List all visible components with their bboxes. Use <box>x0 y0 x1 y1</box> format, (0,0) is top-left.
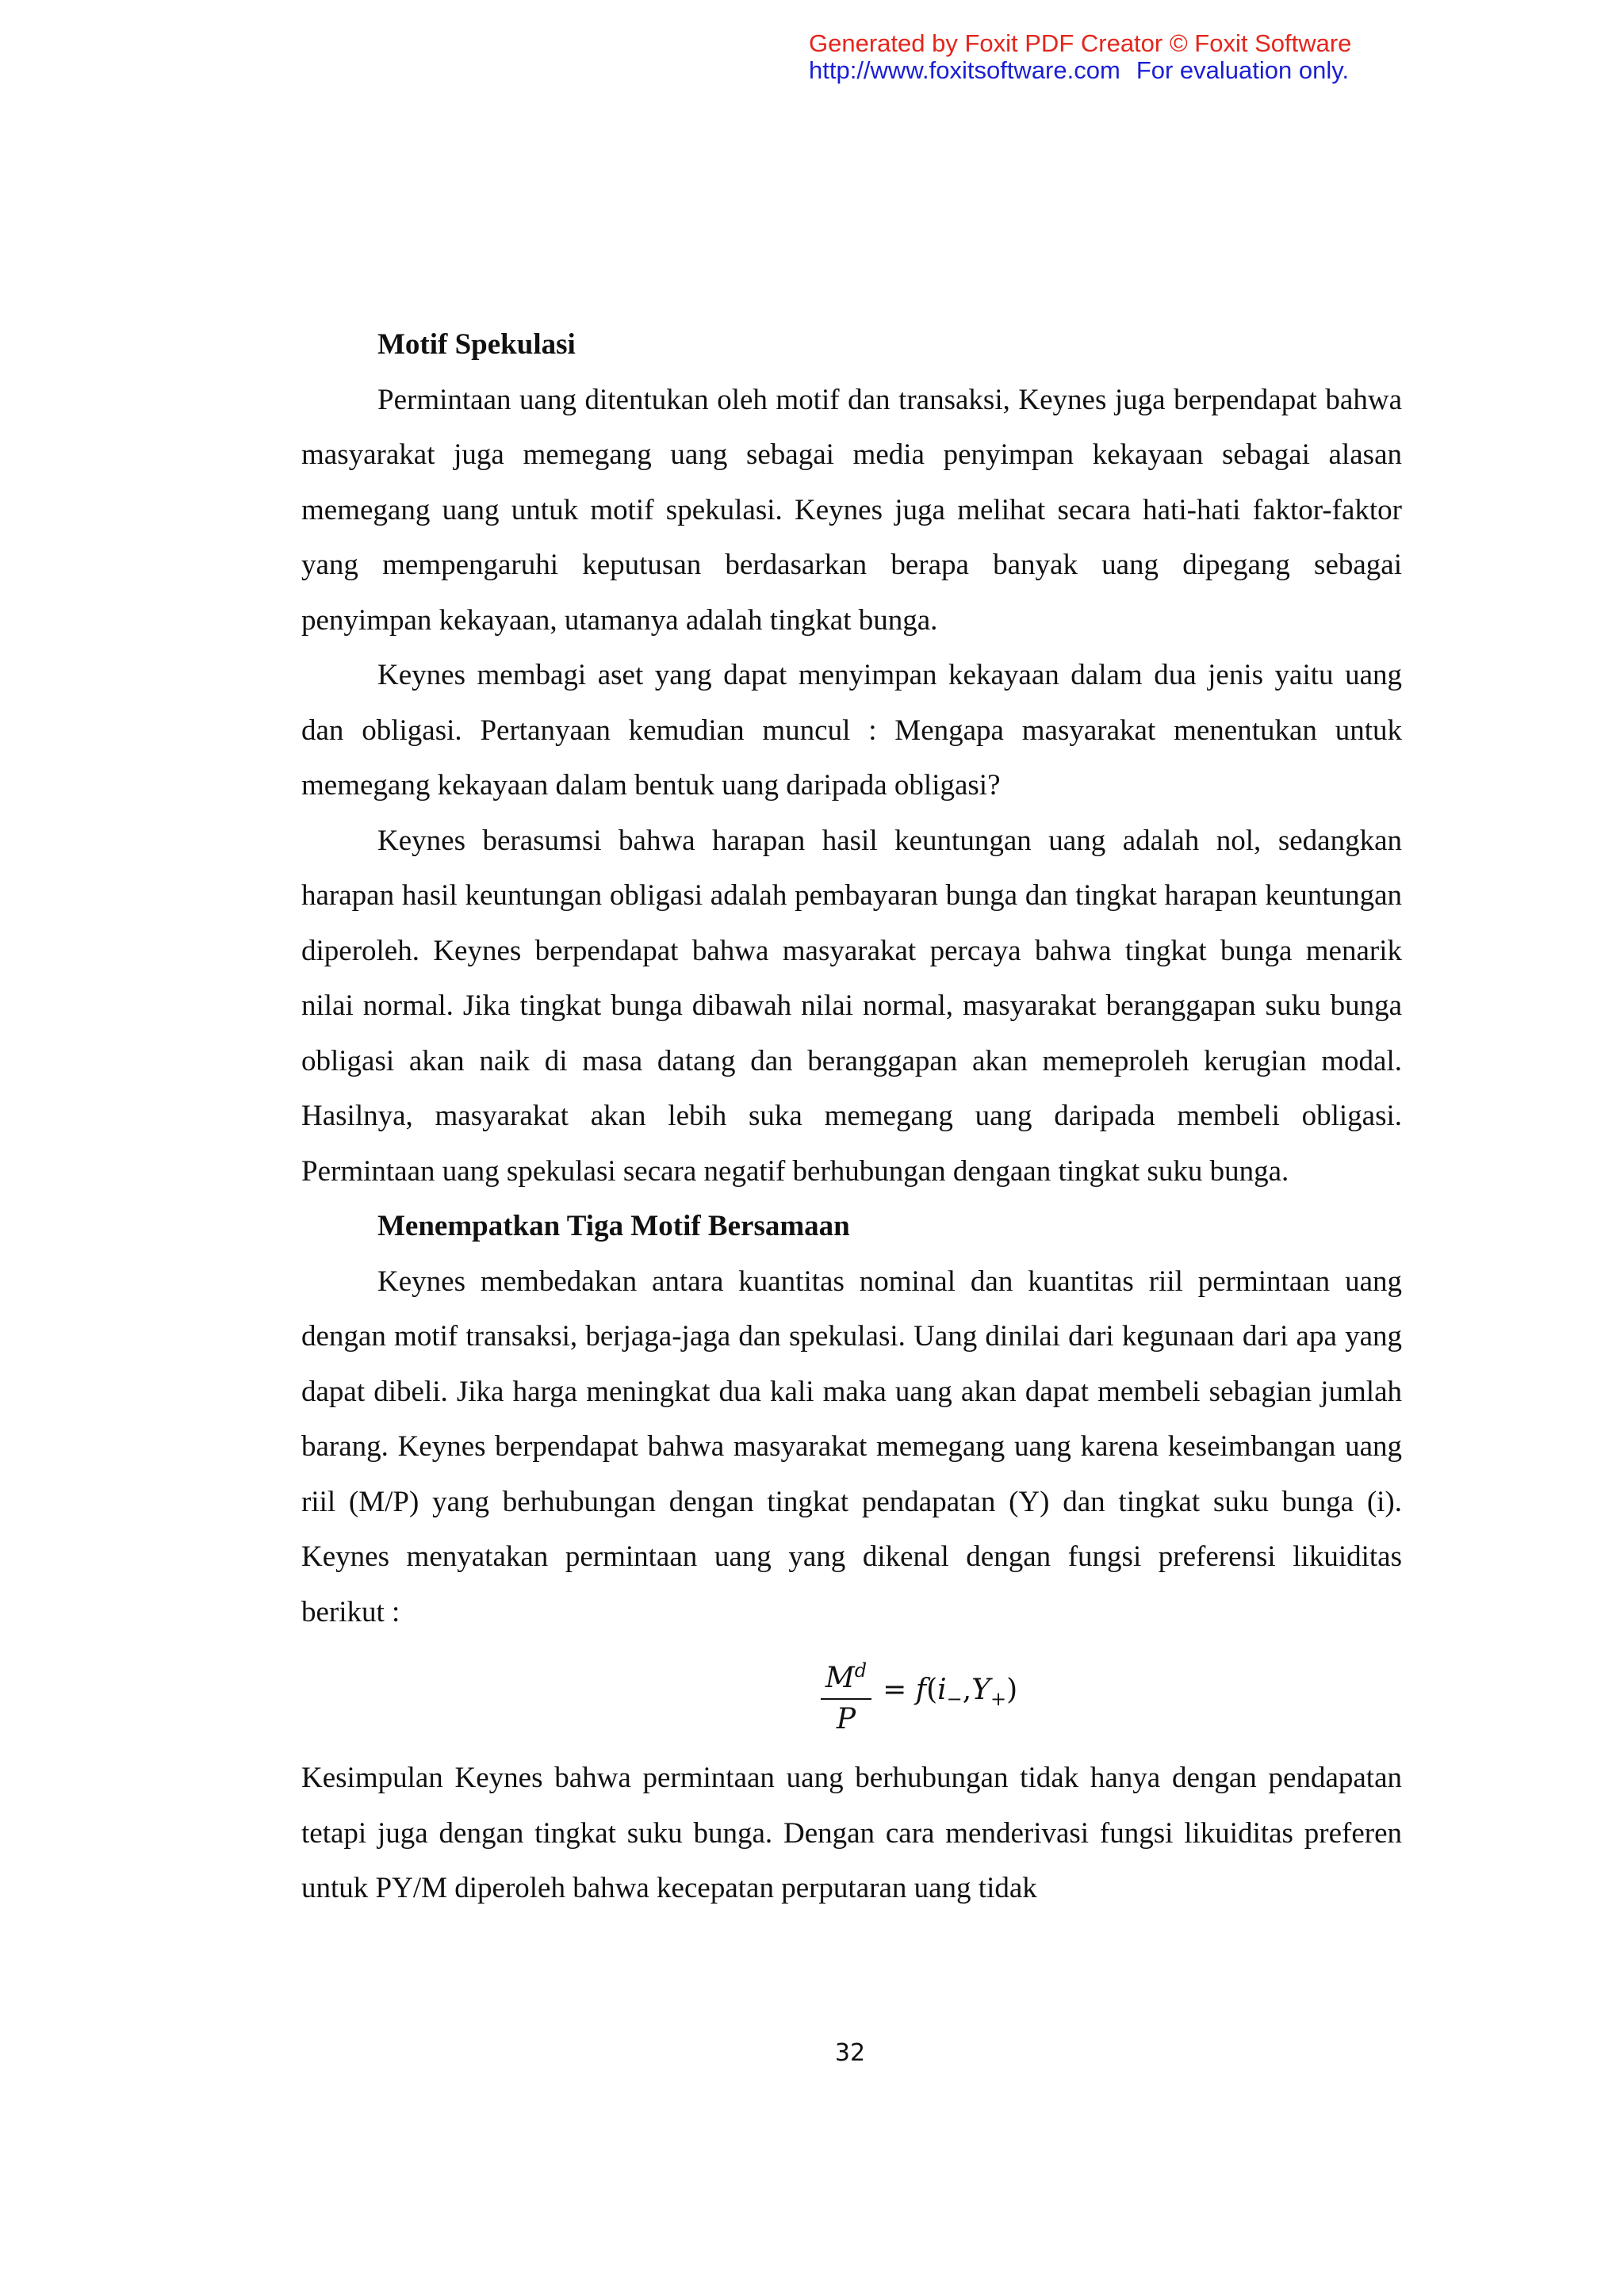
watermark-eval-text: For evaluation only. <box>1136 56 1350 84</box>
formula-denominator: P <box>836 1703 856 1735</box>
page-body <box>301 317 1402 1916</box>
formula-fraction <box>821 1652 871 1738</box>
paragraph-spekulasi-1: Permintaan uang ditentukan oleh motif dan transaksi, Keynes juga berpendapat bahwa masyarakat juga memegang uang sebagai media penyimpan kekayaan sebagai alasan memegang uang untuk motif spekulasi. Keynes juga melihat secara hati-hati faktor-faktor yang mempengaruhi keputusan berdasarkan berapa banyak uang dipegang sebagai penyimpan kekayaan, utamanya adalah tingkat bunga. <box>301 383 1402 637</box>
watermark-url[interactable]: http://www.foxitsoftware.com <box>809 56 1120 84</box>
section-heading-motif-spekulasi: Motif Spekulasi <box>377 328 576 361</box>
paragraph-spekulasi-2: Keynes membagi aset yang dapat menyimpan kekayaan dalam dua jenis yaitu uang dan obligasi. Pertanyaan kemudian muncul : Mengapa masyarakat menentukan untuk memegang kekayaan dalam bentuk uang daripada obligasi? <box>301 659 1402 802</box>
section-heading-tiga-motif: Menempatkan Tiga Motif Bersamaan <box>377 1210 850 1242</box>
pdf-watermark <box>809 30 1443 84</box>
watermark-creator-text: Generated by Foxit PDF Creator © Foxit Software <box>809 29 1352 57</box>
paragraph-tiga-motif-1: Keynes membedakan antara kuantitas nominal dan kuantitas riil permintaan uang dengan motif transaksi, berjaga-jaga dan spekulasi. Uang dinilai dari kegunaan dari apa yang dapat dibeli. Jika harga meningkat dua kali maka uang akan dapat membeli sebagian jumlah barang. Keynes berpendapat bahwa masyarakat memegang uang karena keseimbangan uang riil (M/P) yang berhubungan dengan tingkat pendapatan (Y) dan tingkat suku bunga (i). Keynes menyatakan permintaan uang yang dikenal dengan fungsi preferensi likuiditas berikut : <box>301 1265 1402 1628</box>
formula-numerator: $M^d$ <box>821 1652 871 1700</box>
formula-rhs: = $f(i_-,Y_+)$ <box>883 1674 1018 1711</box>
watermark-line2 <box>809 57 1443 84</box>
page-number: 32 <box>834 2039 866 2067</box>
paragraph-conclusion: Kesimpulan Keynes bahwa permintaan uang berhubungan tidak hanya dengan pendapatan tetapi juga dengan tingkat suku bunga. Dengan cara menderivasi fungsi likuiditas preferen untuk PY/M diperoleh bahwa kecepatan perputaran uang tidak <box>301 1762 1402 1904</box>
liquidity-preference-formula <box>436 1640 1402 1751</box>
paragraph-spekulasi-3: Keynes berasumsi bahwa harapan hasil keuntungan uang adalah nol, sedangkan harapan hasil keuntungan obligasi adalah pembayaran bunga dan tingkat harapan keuntungan diperoleh. Keynes berpendapat bahwa masyarakat percaya bahwa tingkat bunga menarik nilai normal. Jika tingkat bunga dibawah nilai normal, masyarakat beranggapan suku bunga obligasi akan naik di masa datang dan beranggapan akan memeproleh kerugian modal. Hasilnya, masyarakat akan lebih suka memegang uang daripada membeli obligasi. Permintaan uang spekulasi secara negatif berhubungan dengaan tingkat suku bunga. <box>301 824 1402 1188</box>
